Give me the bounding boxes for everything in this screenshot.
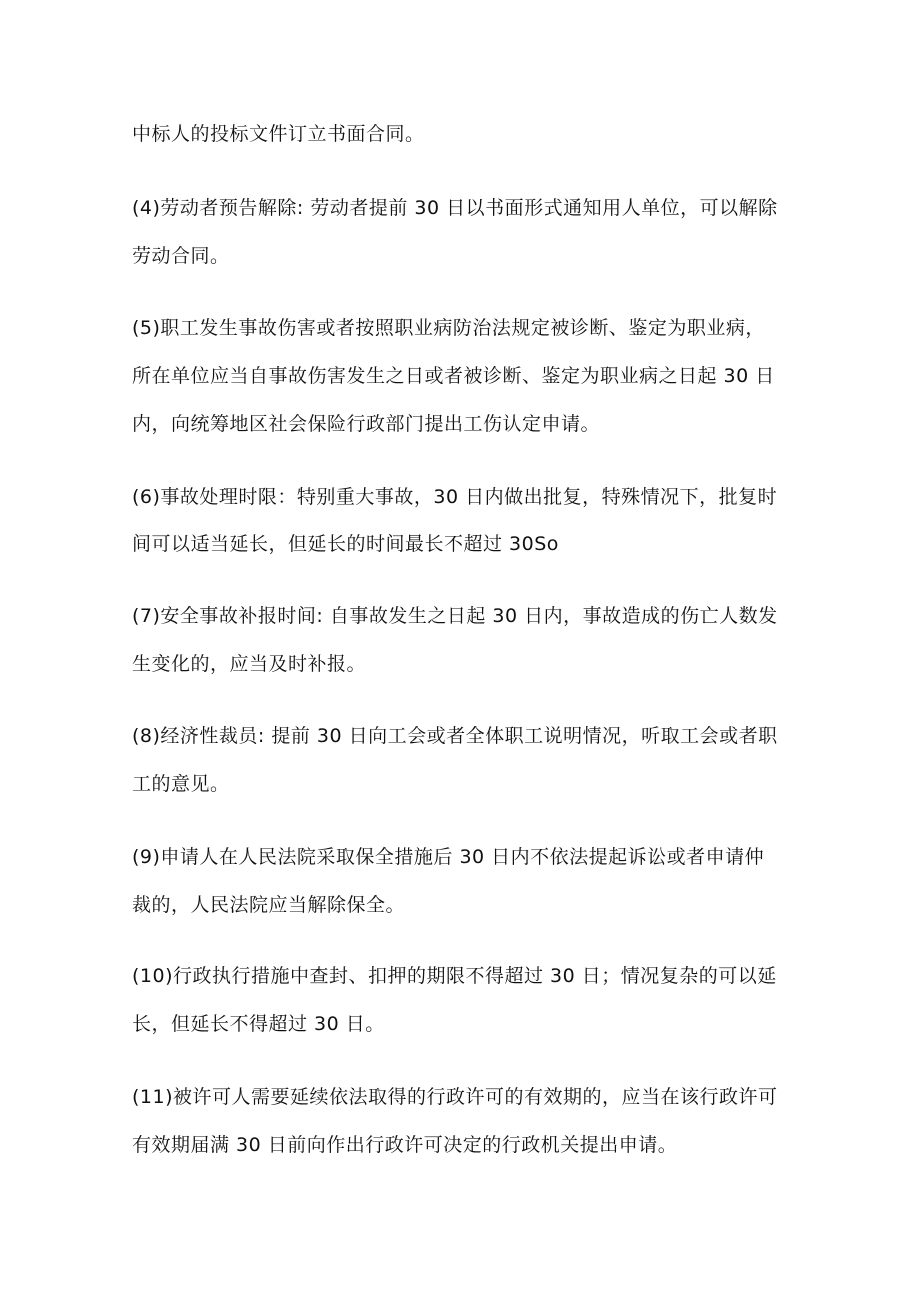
paragraph-9-line-1: (9)申请人在人民法院采取保全措施后 30 日内不依法提起诉讼或者申请仲 (132, 846, 765, 868)
paragraph-11-line-1: (11)被许可人需要延续依法取得的行政许可的有效期的，应当在该行政许可 (132, 1086, 778, 1108)
paragraph-6-line-1: (6)事故处理时限：特别重大事故，30 日内做出批复，特殊情况下，批复时 (132, 486, 778, 508)
paragraph-10-line-1: (10)行政执行措施中查封、扣押的期限不得超过 30 日；情况复杂的可以延 (132, 965, 777, 987)
paragraph-4-line-2: 劳动合同。 (132, 245, 230, 267)
paragraph-9-line-2: 裁的，人民法院应当解除保全。 (132, 894, 406, 916)
paragraph-7-line-2: 生变化的，应当及时补报。 (132, 653, 367, 675)
paragraph-5-line-1: (5)职工发生事故伤害或者按照职业病防治法规定被诊断、鉴定为职业病， (132, 317, 765, 339)
paragraph-8-line-2: 工的意见。 (132, 773, 230, 795)
paragraph-7-line-1: (7)安全事故补报时间: 自事故发生之日起 30 日内，事故造成的伤亡人数发 (132, 605, 778, 627)
paragraph-5-line-3: 内，向统筹地区社会保险行政部门提出工伤认定申请。 (132, 413, 601, 435)
paragraph-11-line-2: 有效期届满 30 日前向作出行政许可决定的行政机关提出申请。 (132, 1134, 678, 1156)
paragraph-10-line-2: 长，但延长不得超过 30 日。 (132, 1013, 385, 1035)
paragraph-3-line-1: 中标人的投标文件订立书面合同。 (132, 123, 425, 145)
paragraph-4-line-1: (4)劳动者预告解除: 劳动者提前 30 日以书面形式通知用人单位，可以解除 (132, 197, 778, 219)
paragraph-5-line-2: 所在单位应当自事故伤害发生之日或者被诊断、鉴定为职业病之日起 30 日 (132, 365, 775, 387)
paragraph-8-line-1: (8)经济性裁员: 提前 30 日向工会或者全体职工说明情况，听取工会或者职 (132, 725, 778, 747)
paragraph-6-line-2: 间可以适当延长，但延长的时间最长不超过 30So (132, 533, 559, 555)
